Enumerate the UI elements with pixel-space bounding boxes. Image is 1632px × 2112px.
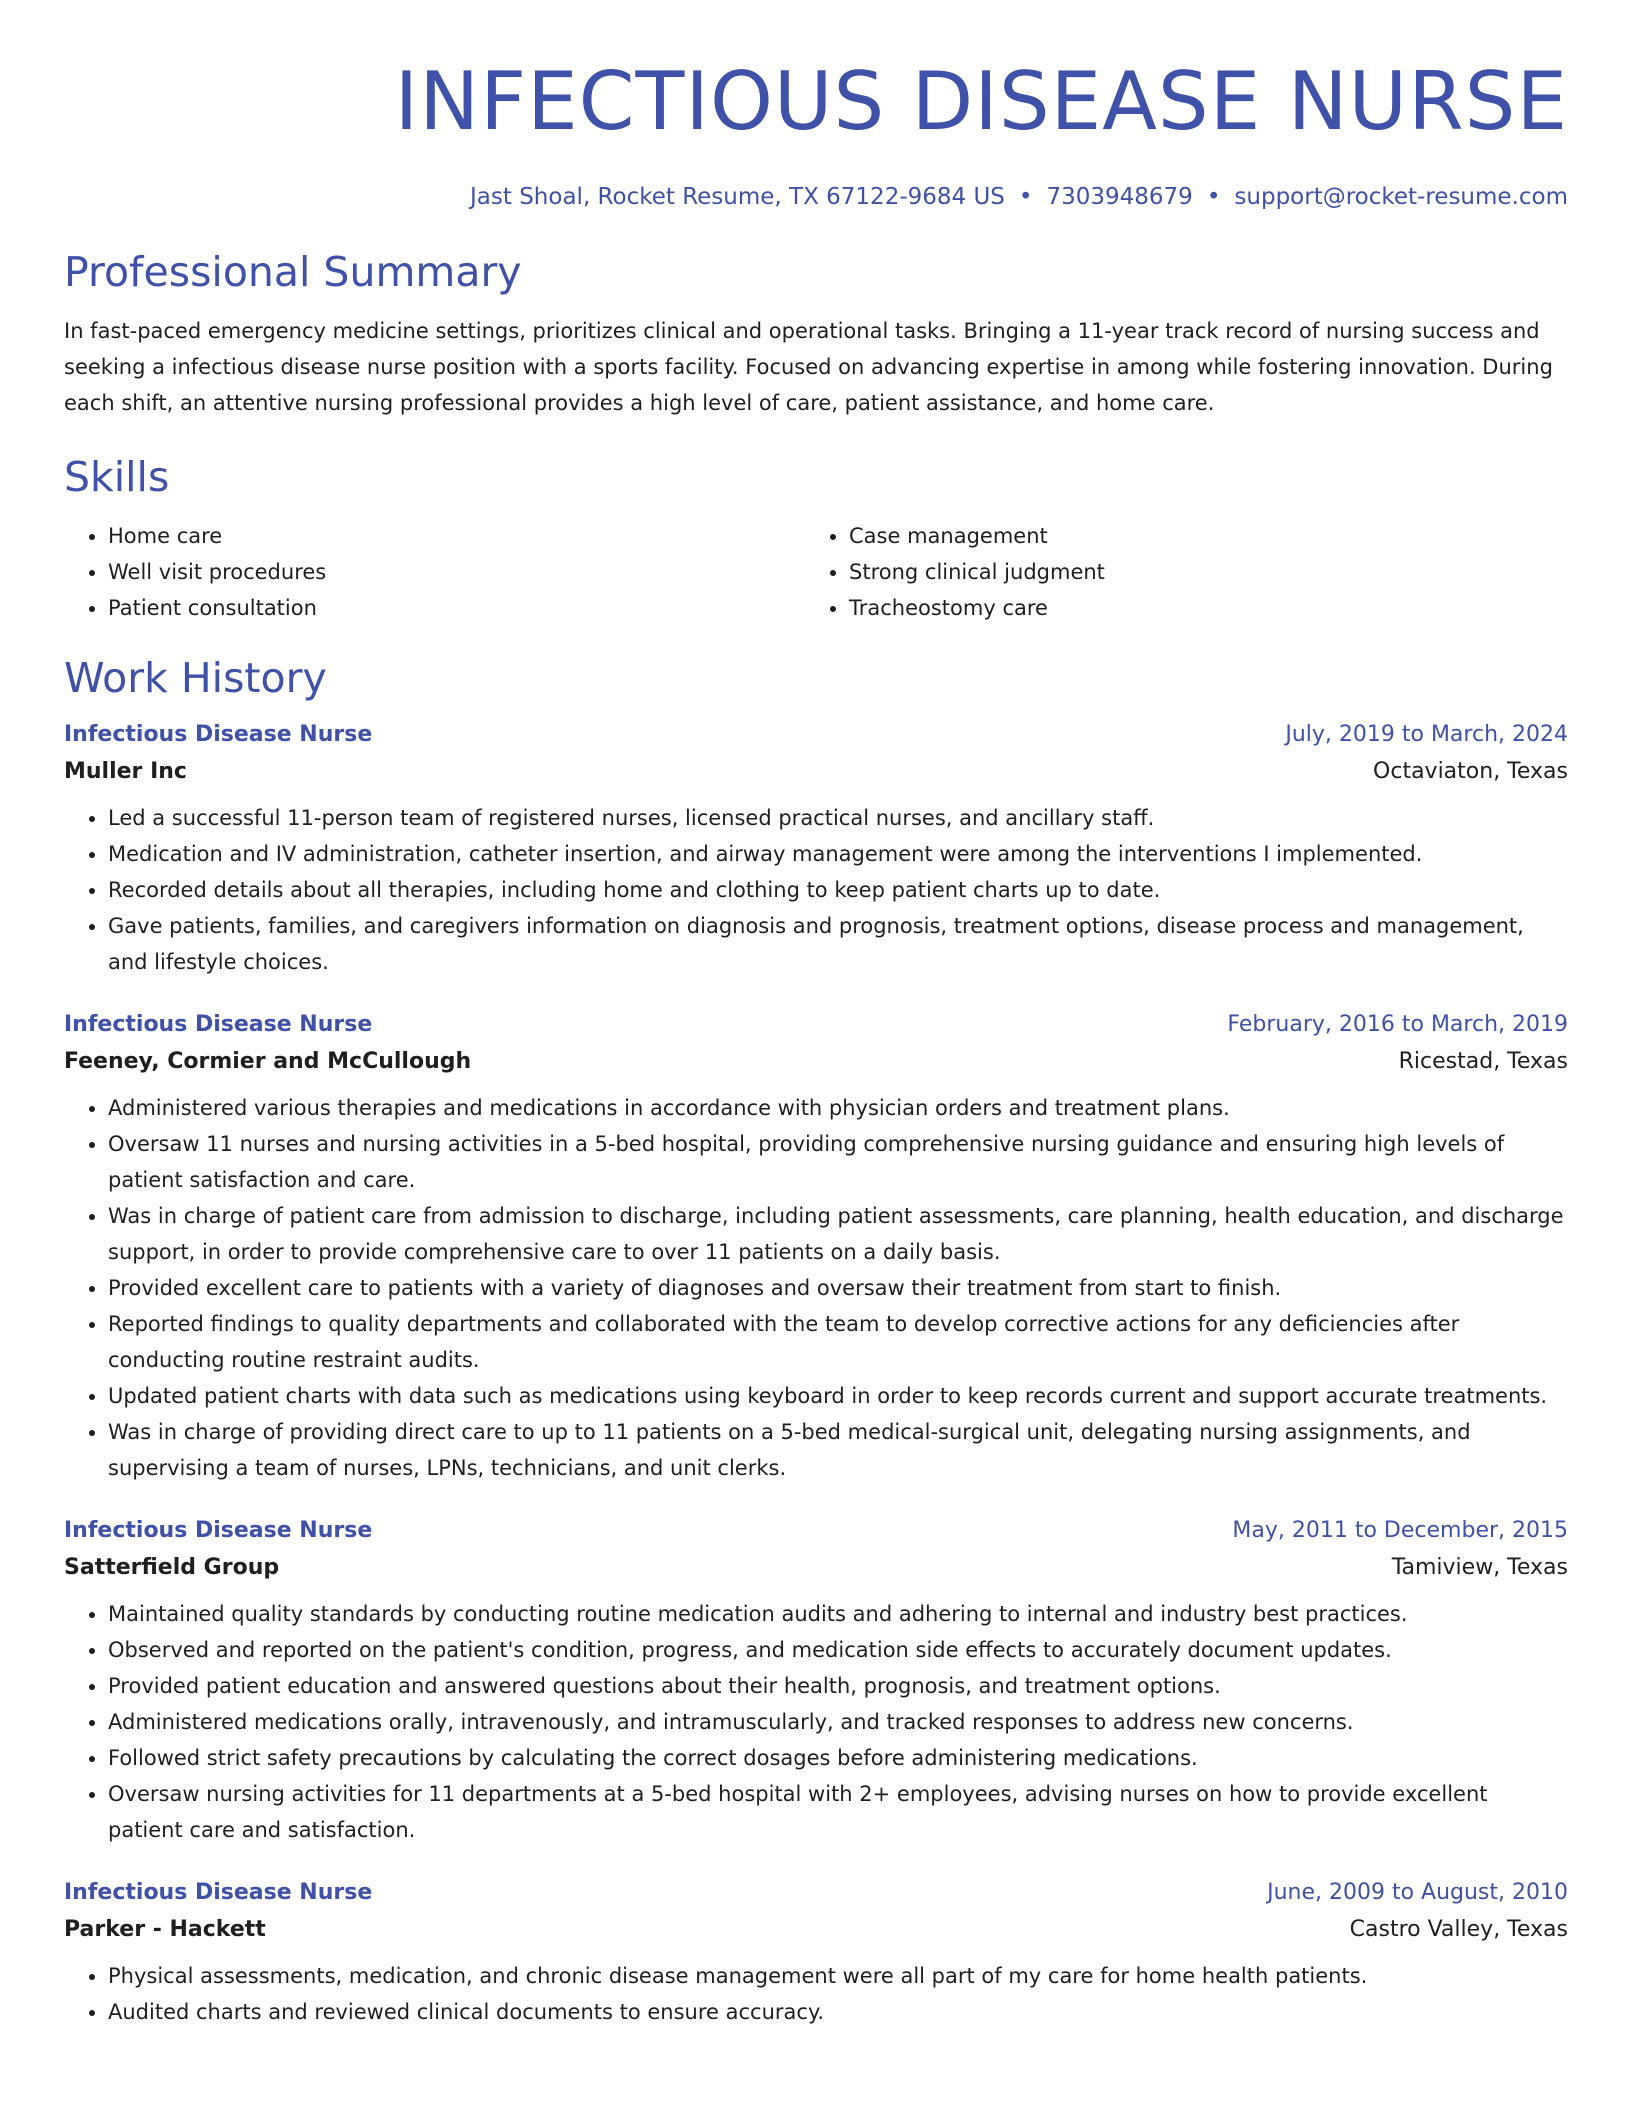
job-bullet: • Administered various therapies and medications in accordance with physician orders and treatment plans. [108, 1090, 1568, 1126]
job-bullets [64, 800, 1568, 980]
job-bullet: • Physical assessments, medication, and chronic disease management were all part of my care for home health patients. [108, 1958, 1568, 1994]
job-title: Infectious Disease Nurse [64, 721, 373, 747]
job-dates: February, 2016 to March, 2019 [1227, 1011, 1568, 1037]
skill-item: • Home care [108, 518, 805, 554]
job-location: Tamiview, Texas [1391, 1554, 1568, 1580]
job-header-row [64, 722, 1568, 747]
job-entry [64, 1012, 1568, 1486]
job-bullet: • Was in charge of patient care from admission to discharge, including patient assessments, care planning, health education, and discharge support, in order to provide comprehensive care to over 11 patients on a daily basis. [108, 1198, 1568, 1270]
summary-heading: Professional Summary [64, 248, 522, 296]
skill-item: • Tracheostomy care [849, 590, 1546, 626]
job-company: Muller Inc [64, 758, 187, 784]
resume-name: INFECTIOUS DISEASE NURSE [394, 55, 1568, 148]
skill-item: • Well visit procedures [108, 554, 805, 590]
contact-email[interactable]: support@rocket-resume.com [1234, 184, 1568, 210]
job-company-row [64, 1555, 1568, 1580]
job-bullet: • Provided excellent care to patients with a variety of diagnoses and oversaw their treatment from start to finish. [108, 1270, 1568, 1306]
job-bullet: • Led a successful 11-person team of registered nurses, licensed practical nurses, and ancillary staff. [108, 800, 1568, 836]
job-company: Parker - Hackett [64, 1916, 266, 1942]
job-dates: July, 2019 to March, 2024 [1285, 721, 1568, 747]
contact-address: Jast Shoal, Rocket Resume, TX 67122-9684 US [470, 184, 1005, 210]
job-bullet: • Updated patient charts with data such as medications using keyboard in order to keep records current and support accurate treatments. [108, 1378, 1568, 1414]
job-dates: June, 2009 to August, 2010 [1267, 1879, 1568, 1905]
job-bullets [64, 1090, 1568, 1486]
job-entry [64, 1518, 1568, 1848]
skill-item: • Case management [849, 518, 1546, 554]
summary-text: In fast-paced emergency medicine settings, prioritizes clinical and operational tasks. Bringing a 11-year track record of nursing success and seeking a infectious disease nurse position with a sports facility. Focused on advancing expertise in among while fostering innovation. During each shift, an attentive nursing professional provides a high level of care, patient assistance, and home care. [64, 319, 1553, 416]
job-bullet: • Provided patient education and answered questions about their health, prognosis, and treatment options. [108, 1668, 1568, 1704]
job-bullet: • Oversaw nursing activities for 11 departments at a 5-bed hospital with 2+ employees, advising nurses on how to provide excellent patient care and satisfaction. [108, 1776, 1568, 1848]
job-company: Satterfield Group [64, 1554, 280, 1580]
job-entry [64, 722, 1568, 980]
job-bullet: • Was in charge of providing direct care to up to 11 patients on a 5-bed medical-surgical unit, delegating nursing assignments, and supervising a team of nurses, LPNs, technicians, and unit clerks. [108, 1414, 1568, 1486]
skill-item: • Patient consultation [108, 590, 805, 626]
job-header-row [64, 1012, 1568, 1037]
job-company-row [64, 1049, 1568, 1074]
job-bullet: • Reported findings to quality departments and collaborated with the team to develop corrective actions for any deficiencies after conducting routine restraint audits. [108, 1306, 1568, 1378]
skills-list [64, 518, 1568, 626]
contact-separator: • [1018, 184, 1033, 210]
job-bullet: • Oversaw 11 nurses and nursing activities in a 5-bed hospital, providing comprehensive nursing guidance and ensuring high levels of patient satisfaction and care. [108, 1126, 1568, 1198]
work-history-heading: Work History [64, 654, 327, 703]
job-bullet: • Medication and IV administration, catheter insertion, and airway management were among the interventions I implemented. [108, 836, 1568, 872]
job-location: Octaviaton, Texas [1373, 758, 1568, 784]
contact-separator: • [1206, 184, 1221, 210]
job-title: Infectious Disease Nurse [64, 1879, 373, 1905]
job-dates: May, 2011 to December, 2015 [1232, 1517, 1568, 1543]
job-title: Infectious Disease Nurse [64, 1011, 373, 1037]
job-company-row [64, 759, 1568, 784]
contact-line [64, 184, 1568, 210]
skills-column-right [805, 518, 1546, 626]
job-bullet: • Administered medications orally, intravenously, and intramuscularly, and tracked responses to address new concerns. [108, 1704, 1568, 1740]
job-bullet: • Observed and reported on the patient's condition, progress, and medication side effects to accurately document updates. [108, 1632, 1568, 1668]
job-title: Infectious Disease Nurse [64, 1517, 373, 1543]
job-bullet: • Recorded details about all therapies, including home and clothing to keep patient charts up to date. [108, 872, 1568, 908]
job-entry [64, 1880, 1568, 2030]
job-company-row [64, 1917, 1568, 1942]
job-bullets [64, 1596, 1568, 1848]
job-bullet: • Gave patients, families, and caregivers information on diagnosis and prognosis, treatment options, disease process and management, and lifestyle choices. [108, 908, 1568, 980]
job-location: Castro Valley, Texas [1349, 1916, 1568, 1942]
job-location: Ricestad, Texas [1398, 1048, 1568, 1074]
job-header-row [64, 1518, 1568, 1543]
job-bullets [64, 1958, 1568, 2030]
skills-column-left [64, 518, 805, 626]
skills-heading: Skills [64, 453, 170, 502]
job-company: Feeney, Cormier and McCullough [64, 1048, 472, 1074]
job-bullet: • Followed strict safety precautions by calculating the correct dosages before administering medications. [108, 1740, 1568, 1776]
job-header-row [64, 1880, 1568, 1905]
skill-item: • Strong clinical judgment [849, 554, 1546, 590]
job-bullet: • Maintained quality standards by conducting routine medication audits and adhering to internal and industry best practices. [108, 1596, 1568, 1632]
contact-phone: 7303948679 [1046, 184, 1193, 210]
job-bullet: • Audited charts and reviewed clinical documents to ensure accuracy. [108, 1994, 1568, 2030]
